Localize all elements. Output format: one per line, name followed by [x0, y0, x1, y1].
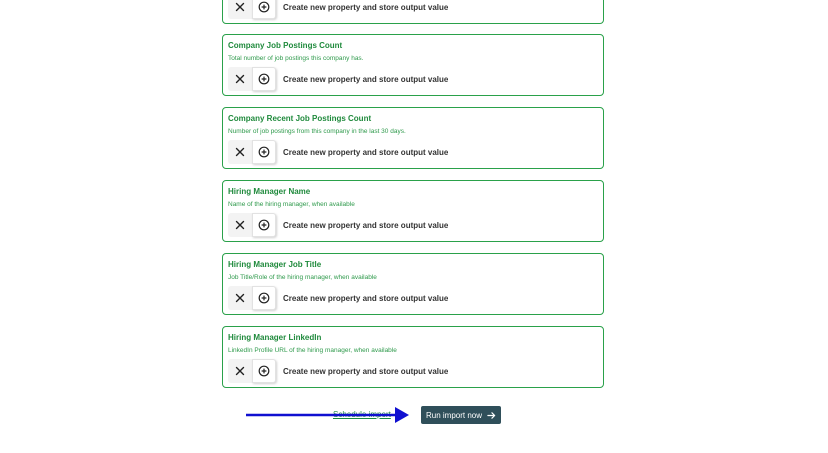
card-title: Hiring Manager LinkedIn: [228, 333, 322, 342]
card-controls: [228, 213, 448, 237]
remove-button[interactable]: [228, 67, 252, 91]
card-description: Number of job postings from this company in the last 30 days.: [228, 128, 406, 135]
close-icon: [235, 147, 245, 157]
create-property-label[interactable]: Create new property and store output value: [283, 74, 449, 84]
close-icon: [235, 220, 245, 230]
close-icon: [235, 2, 245, 12]
run-import-now-button[interactable]: [421, 406, 501, 424]
card-description: LinkedIn Profile URL of the hiring manager, when available: [228, 347, 397, 354]
schedule-import-link[interactable]: Schedule import: [333, 410, 391, 419]
remove-button[interactable]: [228, 213, 252, 237]
card-controls: [228, 0, 448, 19]
card-description: Job Title/Role of the hiring manager, when available: [228, 274, 377, 281]
plus-circle-icon: [258, 146, 270, 158]
card-controls: [228, 140, 448, 164]
create-property-label[interactable]: Create new property and store output value: [283, 2, 449, 12]
arrow-right-icon: [487, 411, 496, 420]
close-icon: [235, 366, 245, 376]
add-property-button[interactable]: [252, 286, 276, 310]
card-controls: [228, 67, 448, 91]
add-property-button[interactable]: [252, 359, 276, 383]
property-card-company-job-postings-count: [222, 34, 604, 96]
remove-button[interactable]: [228, 0, 252, 19]
remove-button[interactable]: [228, 140, 252, 164]
property-card-company-recent-job-postings-count: [222, 107, 604, 169]
plus-circle-icon: [258, 292, 270, 304]
run-import-label: Run import now: [425, 410, 483, 420]
plus-circle-icon: [258, 73, 270, 85]
property-card-hiring-manager-job-title: [222, 253, 604, 315]
remove-button[interactable]: [228, 359, 252, 383]
plus-circle-icon: [258, 1, 270, 13]
add-property-button[interactable]: [252, 213, 276, 237]
plus-circle-icon: [258, 219, 270, 231]
close-icon: [235, 74, 245, 84]
remove-button[interactable]: [228, 286, 252, 310]
card-title: Hiring Manager Job Title: [228, 260, 322, 269]
card-controls: [228, 286, 448, 310]
create-property-label[interactable]: Create new property and store output value: [283, 366, 449, 376]
create-property-label[interactable]: Create new property and store output value: [283, 293, 449, 303]
create-property-label[interactable]: Create new property and store output value: [283, 220, 449, 230]
card-controls: [228, 359, 448, 383]
card-description: Total number of job postings this company has.: [228, 55, 364, 62]
add-property-button[interactable]: [252, 140, 276, 164]
close-icon: [235, 293, 245, 303]
create-property-label[interactable]: Create new property and store output value: [283, 147, 449, 157]
add-property-button[interactable]: [252, 67, 276, 91]
card-title: Hiring Manager Name: [228, 187, 311, 196]
card-title: Company Recent Job Postings Count: [228, 114, 372, 123]
plus-circle-icon: [258, 365, 270, 377]
add-property-button[interactable]: [252, 0, 276, 19]
property-card-hiring-manager-name: [222, 180, 604, 242]
card-title: Company Job Postings Count: [228, 41, 343, 50]
property-card-hiring-manager-linkedin: [222, 326, 604, 388]
card-description: Name of the hiring manager, when available: [228, 201, 355, 208]
property-card: [222, 0, 604, 24]
